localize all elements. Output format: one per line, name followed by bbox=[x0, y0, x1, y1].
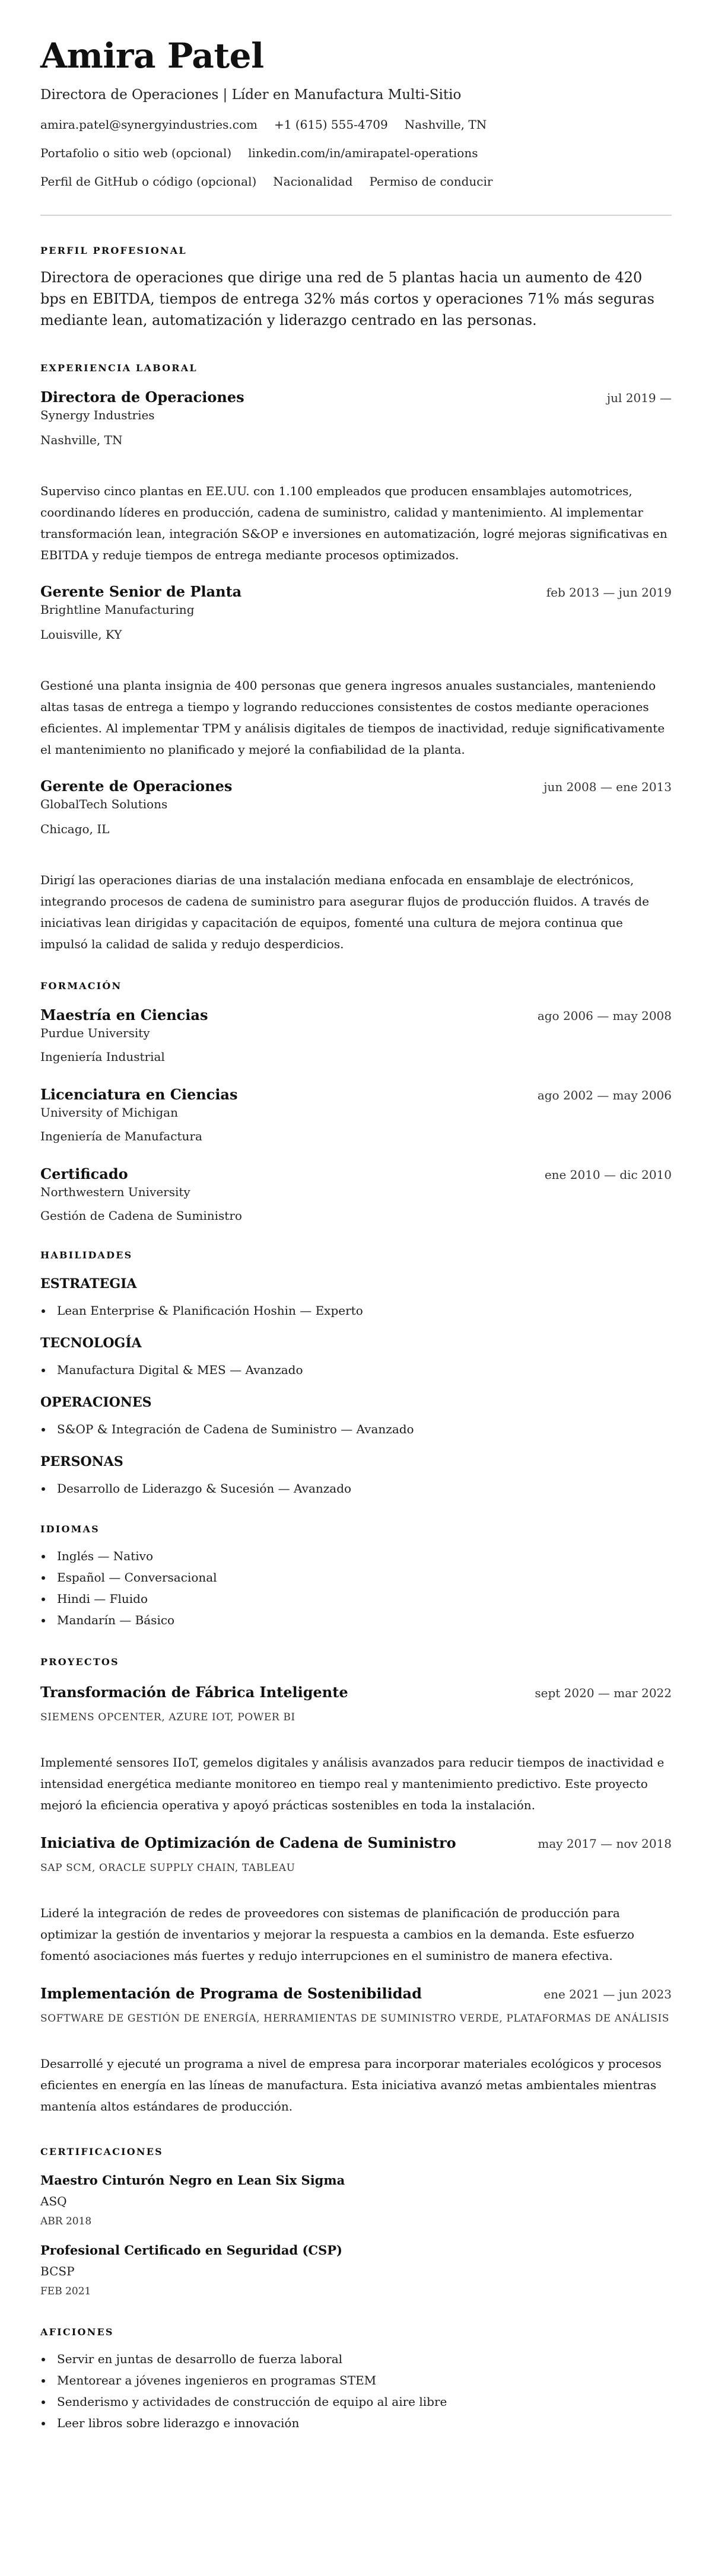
certification-date: FEB 2021 bbox=[40, 2285, 91, 2297]
project-tech-stack: SIEMENS OPCENTER, AZURE IOT, POWER BI bbox=[40, 1711, 295, 1723]
company-name: Synergy Industries bbox=[40, 408, 155, 422]
education-entry bbox=[40, 1006, 672, 1065]
project-description: Desarrollé y ejecuté un programa a nivel de empresa para incorporar materiales ecológicos y procesos eficientes en energía en las líneas de manufactura. Esta iniciativa avanzó metas ambientales mientras mantenía altos estándares de producción. bbox=[40, 2057, 662, 2113]
project-entry bbox=[40, 1834, 672, 1966]
project-dates: sept 2020 — mar 2022 bbox=[535, 1686, 672, 1700]
education-dates: ago 2002 — may 2006 bbox=[537, 1088, 672, 1102]
school-name: Purdue University bbox=[40, 1026, 150, 1040]
contact-phone[interactable]: +1 (615) 555-4709 bbox=[274, 117, 388, 132]
school-name: University of Michigan bbox=[40, 1105, 178, 1120]
company-name: GlobalTech Solutions bbox=[40, 797, 168, 811]
job-description: Dirigí las operaciones diarias de una instalación mediana enfocada en ensamblaje de electrónicos, integrando procesos de cadena de suministro para asegurar flujos de producción fluidos. A través de iniciativas lean dirigidas y capacitación de equipos, fomenté una cultura de mejora continua que impulsó la calidad de salida y redujo desperdicios. bbox=[40, 873, 649, 951]
section-title: FORMACIÓN bbox=[40, 980, 122, 991]
contact-driving-license: Permiso de conducir bbox=[369, 174, 493, 189]
job-description: Superviso cinco plantas en EE.UU. con 1.100 empleados que producen ensamblajes automotrices, coordinando líderes en producción, cadena de suministro, calidad y mantenimiento. Al implementar transformación lean, integración S&OP e inversiones en automatización, logré mejoras significativas en EBITDA y reduje tiempos de entrega mediante procesos optimizados. bbox=[40, 484, 668, 562]
language-item: Español — Conversacional bbox=[40, 1567, 672, 1588]
projects-section bbox=[40, 1656, 672, 2117]
project-entry bbox=[40, 1683, 672, 1816]
hobbies-section bbox=[40, 2326, 672, 2434]
contact-email[interactable]: amira.patel@synergyindustries.com bbox=[40, 117, 258, 132]
experience-entry bbox=[40, 388, 672, 566]
section-title: IDIOMAS bbox=[40, 1523, 100, 1535]
headline: Directora de Operaciones | Líder en Manufactura Multi-Sitio bbox=[40, 87, 462, 103]
skills-section bbox=[40, 1249, 672, 1499]
hobby-item: Servir en juntas de desarrollo de fuerza laboral bbox=[40, 2348, 672, 2370]
contact-location: Nashville, TN bbox=[404, 117, 487, 132]
job-location: Louisville, KY bbox=[40, 627, 122, 642]
languages-section bbox=[40, 1523, 672, 1631]
skill-group-title: PERSONAS bbox=[40, 1454, 123, 1469]
skill-group bbox=[40, 1275, 672, 1321]
certification-issuer: ASQ bbox=[40, 2194, 67, 2208]
contact-linkedin[interactable]: linkedin.com/in/amirapatel-operations bbox=[248, 146, 478, 160]
project-name: Implementación de Programa de Sostenibilidad bbox=[40, 1985, 422, 2002]
certifications-section bbox=[40, 2145, 672, 2298]
header-divider bbox=[40, 215, 672, 216]
section-title: EXPERIENCIA LABORAL bbox=[40, 362, 198, 374]
hobby-item: Leer libros sobre liderazgo e innovación bbox=[40, 2412, 672, 2434]
skill-group-title: TECNOLOGÍA bbox=[40, 1335, 142, 1351]
contact-portfolio[interactable]: Portafolio o sitio web (opcional) bbox=[40, 146, 232, 160]
skill-list bbox=[40, 1300, 672, 1321]
resume-header bbox=[40, 34, 672, 216]
contact-row bbox=[40, 116, 672, 133]
job-title: Gerente Senior de Planta bbox=[40, 583, 242, 600]
skill-group bbox=[40, 1334, 672, 1381]
project-dates: ene 2021 — jun 2023 bbox=[543, 1987, 672, 2001]
job-description: Gestioné una planta insignia de 400 personas que genera ingresos anuales sustanciales, manteniendo altas tasas de entrega a tiempo y logrando reducciones consistentes de costos mediante operaciones eficientes. Al implementar TPM y análisis digitales de tiempos de inactividad, reduje significativamente el mantenimiento no planificado y mejoré la confiabilidad de la planta. bbox=[40, 678, 665, 757]
skill-list bbox=[40, 1478, 672, 1499]
hobby-list bbox=[40, 2348, 672, 2434]
project-tech-stack: SOFTWARE DE GESTIÓN DE ENERGÍA, HERRAMIENTAS DE SUMINISTRO VERDE, PLATAFORMAS DE ANÁLISIS bbox=[40, 2013, 670, 2025]
experience-entry bbox=[40, 777, 672, 955]
skill-item: Lean Enterprise & Planificación Hoshin — Experto bbox=[40, 1300, 672, 1321]
education-entry bbox=[40, 1085, 672, 1144]
certification-entry bbox=[40, 2172, 672, 2229]
hobby-item: Senderismo y actividades de construcción de equipo al aire libre bbox=[40, 2391, 672, 2412]
project-tech-stack: SAP SCM, ORACLE SUPPLY CHAIN, TABLEAU bbox=[40, 1862, 295, 1874]
skill-group-title: ESTRATEGIA bbox=[40, 1276, 137, 1292]
project-dates: may 2017 — nov 2018 bbox=[538, 1837, 672, 1851]
project-description: Lideré la integración de redes de proveedores con sistemas de planificación de producción para optimizar la gestión de inventarios y mejorar la respuesta a cambios en la demanda. Este esfuerzo fomentó asociaciones más fuertes y redujo interrupciones en el suministro de manera efectiva. bbox=[40, 1906, 635, 1963]
field-of-study: Ingeniería Industrial bbox=[40, 1050, 165, 1064]
degree-title: Licenciatura en Ciencias bbox=[40, 1086, 238, 1103]
summary-section bbox=[40, 244, 672, 331]
education-dates: ago 2006 — may 2008 bbox=[537, 1009, 672, 1023]
job-title: Directora de Operaciones bbox=[40, 388, 244, 406]
job-title: Gerente de Operaciones bbox=[40, 777, 233, 795]
skill-group bbox=[40, 1394, 672, 1440]
certification-date: ABR 2018 bbox=[40, 2215, 92, 2227]
certification-name: Profesional Certificado en Seguridad (CSP) bbox=[40, 2243, 342, 2258]
hobby-item: Mentorear a jóvenes ingenieros en programas STEM bbox=[40, 2370, 672, 2391]
skill-list bbox=[40, 1418, 672, 1440]
skill-group-title: OPERACIONES bbox=[40, 1395, 152, 1410]
section-title: HABILIDADES bbox=[40, 1249, 133, 1261]
job-location: Nashville, TN bbox=[40, 433, 123, 447]
job-location: Chicago, IL bbox=[40, 822, 110, 836]
language-item: Mandarín — Básico bbox=[40, 1609, 672, 1631]
language-item: Inglés — Nativo bbox=[40, 1545, 672, 1567]
candidate-name: Amira Patel bbox=[40, 36, 264, 76]
certification-issuer: BCSP bbox=[40, 2264, 75, 2278]
project-entry bbox=[40, 1984, 672, 2117]
education-entry bbox=[40, 1165, 672, 1224]
degree-title: Maestría en Ciencias bbox=[40, 1006, 208, 1024]
project-description: Implementé sensores IIoT, gemelos digitales y análisis avanzados para reducir tiempos de inactividad e intensidad energética mediante monitoreo en tiempo real y mantenimiento predictivo. Este proyecto mejoró la eficiencia operativa y apoyó prácticas sostenibles en toda la instalación. bbox=[40, 1755, 665, 1812]
skill-list bbox=[40, 1359, 672, 1381]
job-dates: jul 2019 — bbox=[606, 391, 672, 405]
contact-row bbox=[40, 173, 672, 190]
section-title: CERTIFICACIONES bbox=[40, 2146, 163, 2157]
project-name: Iniciativa de Optimización de Cadena de Suministro bbox=[40, 1834, 456, 1851]
education-dates: ene 2010 — dic 2010 bbox=[544, 1168, 672, 1182]
skill-group bbox=[40, 1453, 672, 1499]
language-item: Hindi — Fluido bbox=[40, 1588, 672, 1609]
skill-item: Desarrollo de Liderazgo & Sucesión — Avanzado bbox=[40, 1478, 672, 1499]
section-title: PROYECTOS bbox=[40, 1656, 119, 1668]
project-name: Transformación de Fábrica Inteligente bbox=[40, 1684, 348, 1701]
contact-github[interactable]: Perfil de GitHub o código (opcional) bbox=[40, 174, 257, 189]
job-dates: jun 2008 — ene 2013 bbox=[543, 780, 672, 794]
experience-section bbox=[40, 362, 672, 955]
certification-entry bbox=[40, 2242, 672, 2298]
company-name: Brightline Manufacturing bbox=[40, 602, 195, 617]
section-title: AFICIONES bbox=[40, 2326, 114, 2338]
skill-item: S&OP & Integración de Cadena de Suministro — Avanzado bbox=[40, 1418, 672, 1440]
certification-name: Maestro Cinturón Negro en Lean Six Sigma bbox=[40, 2173, 345, 2188]
experience-entry bbox=[40, 582, 672, 760]
field-of-study: Ingeniería de Manufactura bbox=[40, 1129, 202, 1143]
field-of-study: Gestión de Cadena de Suministro bbox=[40, 1209, 242, 1223]
skill-item: Manufactura Digital & MES — Avanzado bbox=[40, 1359, 672, 1381]
degree-title: Certificado bbox=[40, 1165, 128, 1182]
education-section bbox=[40, 980, 672, 1224]
contact-row bbox=[40, 145, 672, 161]
summary-text: Directora de operaciones que dirige una red de 5 plantas hacia un aumento de 420 bps en EBITDA, tiempos de entrega 32% más cortos y operaciones 71% más seguras mediante lean, automatización y liderazgo centrado en las personas. bbox=[40, 269, 654, 329]
section-title: PERFIL PROFESIONAL bbox=[40, 245, 187, 256]
school-name: Northwestern University bbox=[40, 1185, 190, 1199]
language-list bbox=[40, 1545, 672, 1631]
contact-nationality: Nacionalidad bbox=[273, 174, 353, 189]
job-dates: feb 2013 — jun 2019 bbox=[546, 585, 672, 600]
